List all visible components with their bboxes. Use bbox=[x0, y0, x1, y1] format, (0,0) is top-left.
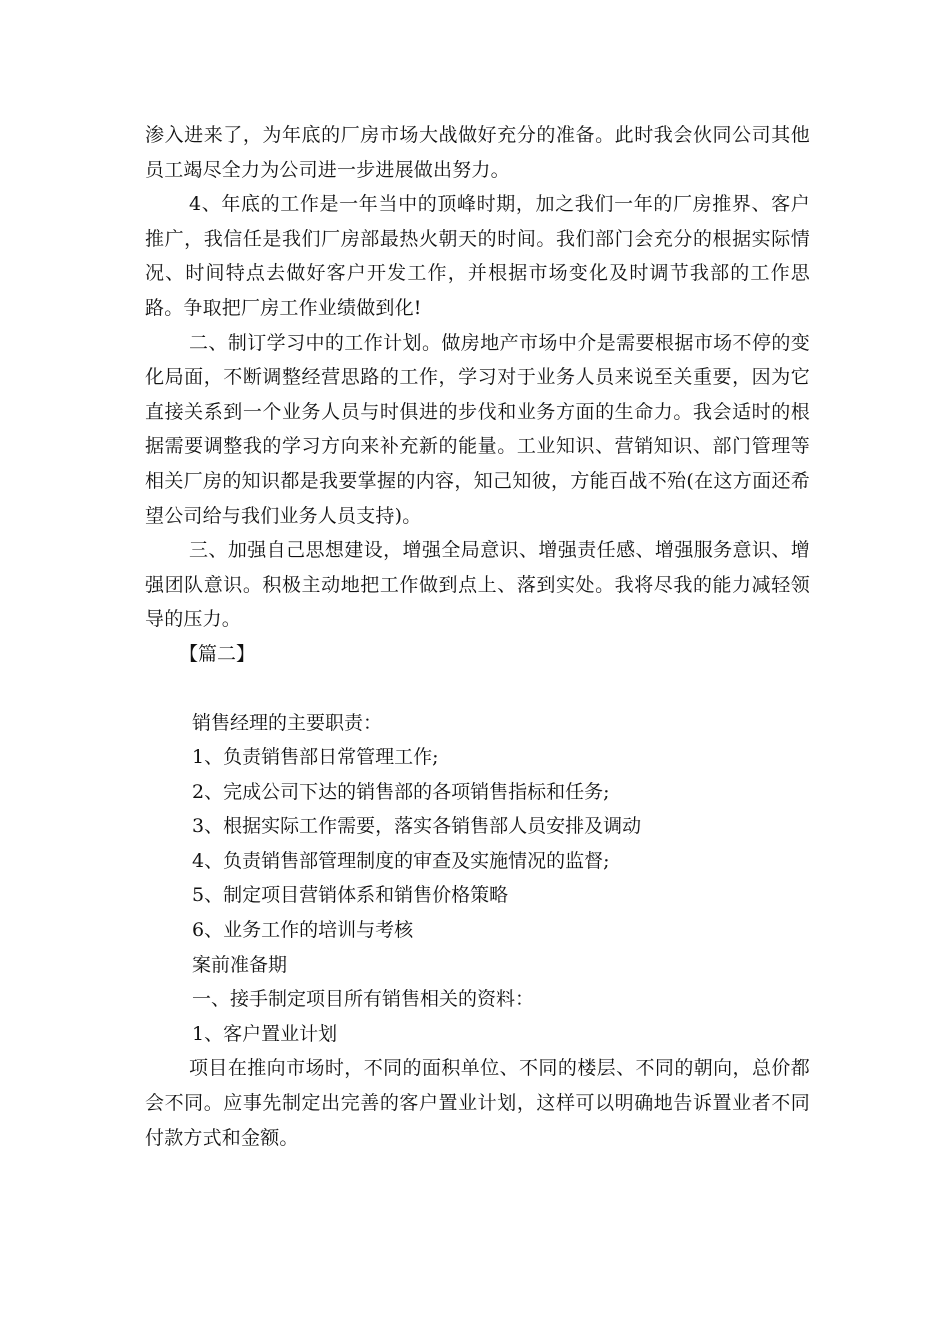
paragraph-continuation: 渗入进来了，为年底的厂房市场大战做好充分的准备。此时我会伙同公司其他员工竭尽全力为公司进一步进展做出努力。 bbox=[145, 124, 810, 181]
phase-title: 案前准备期 bbox=[192, 953, 288, 976]
paragraph-study-plan: 二、制订学习中的工作计划。做房地产市场中介是需要根据市场不停的变化局面，不断调整经营思路的工作，学习对于业务人员来说至关重要，因为它直接关系到一个业务人员与时俱进的步伐和业务方面的生命力。我会适时的根据需要调整我的学习方向来补充新的能量。工业知识、营销知识、部门管理等相关厂房的知识都是我要掌握的内容，知己知彼，方能百战不殆(在这方面还希望公司给与我们业务人员支持)。 bbox=[145, 331, 810, 527]
paragraph-ideology: 三、加强自己思想建设，增强全局意识、增强责任感、增强服务意识、增强团队意识。积极主动地把工作做到点上、落到实处。我将尽我的能力减轻领导的压力。 bbox=[145, 539, 810, 631]
paragraph-purchase-plan: 项目在推向市场时，不同的面积单位、不同的楼层、不同的朝向，总价都会不同。应事先制定出完善的客户置业计划，这样可以明确地告诉置业者不同付款方式和金额。 bbox=[145, 1057, 810, 1149]
document-page bbox=[145, 118, 810, 1155]
duties-title: 销售经理的主要职责： bbox=[192, 711, 383, 734]
phase-item: 一、接手制定项目所有销售相关的资料： bbox=[192, 988, 535, 1011]
list-item: 3、根据实际工作需要，落实各销售部人员安排及调动 bbox=[192, 815, 642, 838]
list-item: 4、负责销售部管理制度的审查及实施情况的监督; bbox=[192, 849, 610, 872]
section-heading: 【篇二】 bbox=[179, 642, 256, 665]
spacer bbox=[145, 672, 810, 706]
sub-item: 1、客户置业计划 bbox=[192, 1022, 338, 1045]
list-item: 6、业务工作的培训与考核 bbox=[192, 919, 414, 942]
paragraph-year-end-work: 4、年底的工作是一年当中的顶峰时期，加之我们一年的厂房推界、客户推广，我信任是我们厂房部最热火朝天的时间。我们部门会充分的根据实际情况、时间特点去做好客户开发工作，并根据市场变化及时调节我部的工作思路。争取把厂房工作业绩做到化! bbox=[145, 193, 810, 319]
list-item: 2、完成公司下达的销售部的各项销售指标和任务; bbox=[192, 780, 610, 803]
list-item: 5、制定项目营销体系和销售价格策略 bbox=[192, 884, 509, 907]
list-item: 1、负责销售部日常管理工作; bbox=[192, 746, 439, 769]
